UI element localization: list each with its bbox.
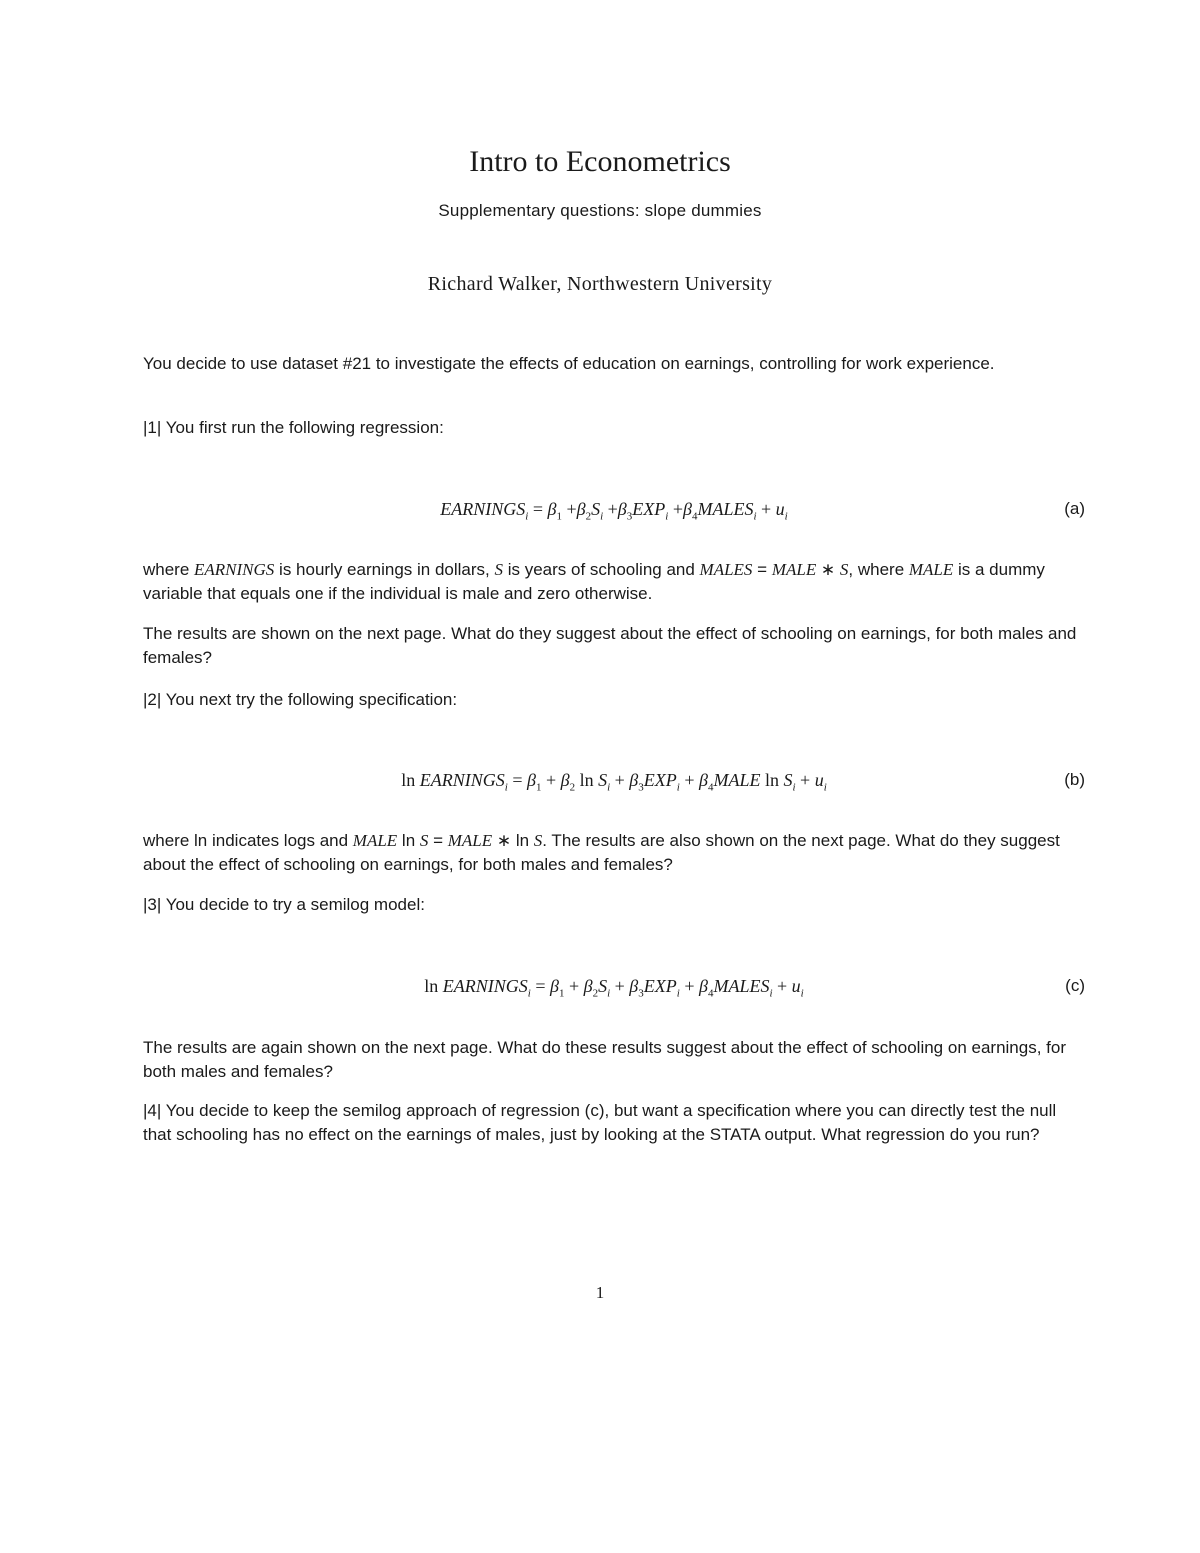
document-subtitle: Supplementary questions: slope dummies: [438, 201, 762, 220]
document-author: Richard Walker, Northwestern University: [427, 273, 773, 295]
question-3-followup: The results are again shown on the next page. What do these results suggest about the effect of schooling on earnings, for both males and females?: [143, 1038, 1066, 1081]
question-1-lead: |1| You first run the following regression:: [143, 418, 444, 437]
question-1-followup: The results are shown on the next page. What do they suggest about the effect of schooling on earnings, for both males and females?: [143, 624, 1077, 667]
equation-b: [143, 770, 1085, 800]
equation-a-expression: $EARNINGS_i = \beta_1 +\beta_2S_i +\beta_3EXP_i$ $+\beta_4MALES_i + u_i$: [440, 499, 788, 523]
equation-a: [143, 499, 1085, 529]
page-number: 1: [595, 1283, 605, 1302]
equation-b-tag: (b): [1064, 770, 1085, 789]
question-3-lead: |3| You decide to try a semilog model:: [143, 895, 425, 914]
equation-c-tag: (c): [1065, 976, 1085, 995]
question-1-definitions: where EARNINGS is hourly earnings in dollars, S is years of schooling and MALES = MALE ∗ S, where MALE is a dummy variable that equals one if the individual is male and zero otherwise.: [143, 560, 1045, 603]
equation-b-expression: $\ln EARNINGS_i = \beta_1 + \beta_2$ $\ln S_i + \beta_3EXP_i$ + $\beta_4MALE$ $\ln S_i + u_i$: [401, 770, 827, 794]
document-title: Intro to Econometrics: [469, 145, 731, 178]
intro-paragraph: You decide to use dataset #21 to investigate the effects of education on earnings, controlling for work experience.: [143, 354, 995, 373]
question-2-definitions: where ln indicates logs and MALE ln S = MALE ∗ ln S. The results are also shown on the next page. What do they suggest about the effect of schooling on earnings, for both males and females?: [143, 831, 1060, 874]
equation-c: [143, 976, 1085, 1006]
question-2-lead: |2| You next try the following specification:: [143, 690, 458, 709]
equation-a-tag: (a): [1064, 499, 1085, 518]
equation-c-expression: $\ln EARNINGS_i = \beta_1 + \beta_2S_i + \beta_3EXP_i$ + $\beta_4MALES_i + u_i$: [424, 976, 804, 1000]
question-4-text: |4| You decide to keep the semilog approach of regression (c), but want a specification where you can directly test the null that schooling has no effect on the earnings of males, just by looking at the STATA output. What regression do you run?: [143, 1101, 1057, 1144]
